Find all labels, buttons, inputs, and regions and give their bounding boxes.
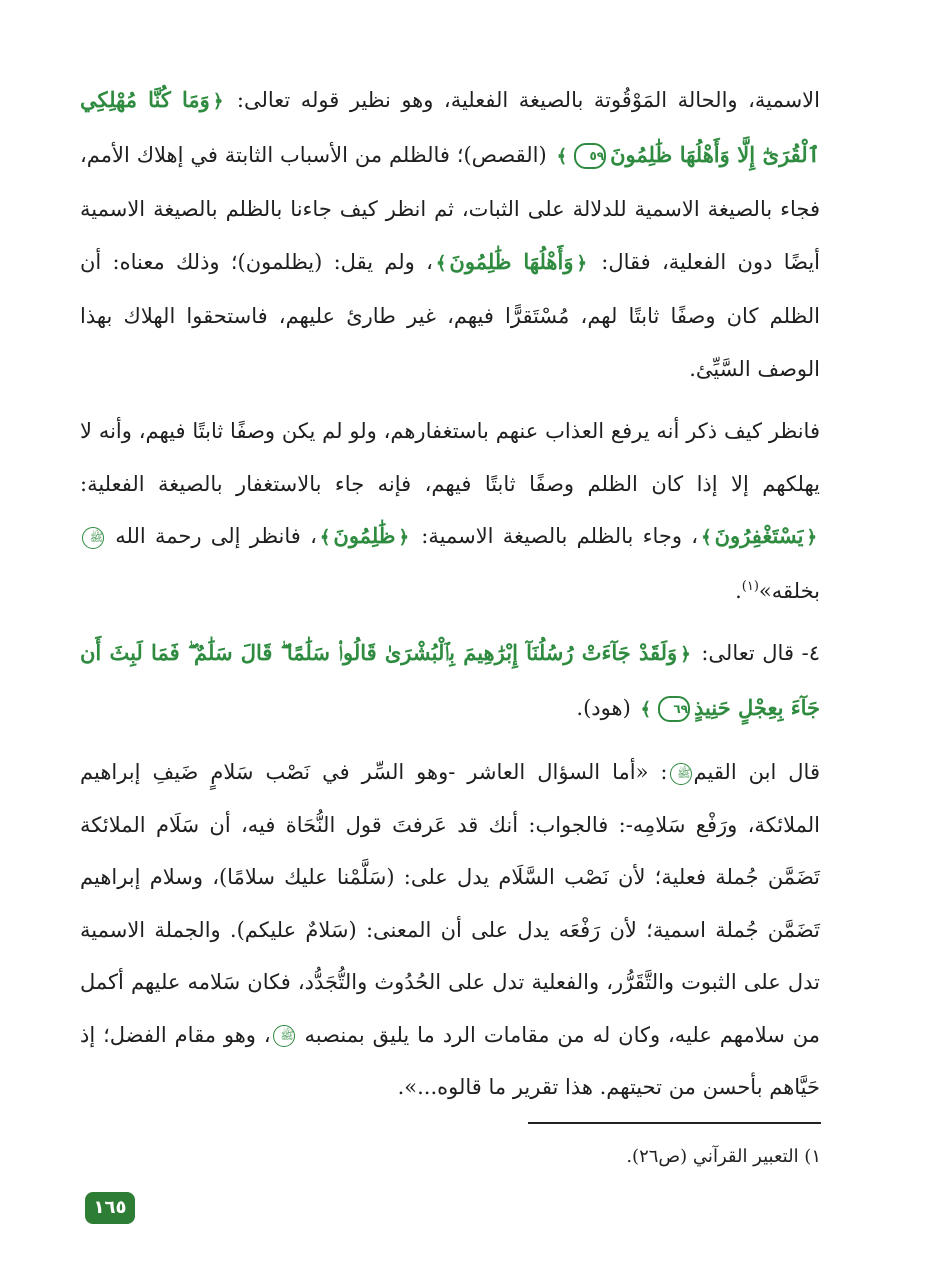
paragraph-1 (80, 74, 820, 395)
quran-bracket-close: ﴾ (319, 527, 331, 548)
text: قال تعالى: (701, 641, 794, 665)
quran-verse: وَلَقَدْ جَآءَتْ رُسُلُنَآ إِبْرَٰهِيمَ بِٱلْبُشْرَىٰ قَالُوا۟ سَلَٰمًا ۖ قَالَ سَلَٰمٌ ۖ فَمَا لَبِثَ أَن جَآءَ بِعِجْلٍ حَنِيذٍ (80, 640, 820, 720)
text: بخلقه» (758, 578, 820, 603)
salawat-icon: ﷺ (273, 1025, 295, 1047)
quran-bracket-open: ﴿ (576, 252, 588, 274)
quran-bracket-close: ﴾ (701, 527, 712, 548)
footnote-divider (528, 1122, 821, 1124)
ayah-number-marker: ٦٩ (658, 696, 690, 722)
quran-verse: يَسْتَغْفِرُونَ (714, 523, 804, 548)
quran-bracket-close: ﴾ (640, 698, 651, 720)
text: : «أما السؤال العاشر -وهو السِّر في نَصْب سَلامٍ ضَيفِ إبراهيم الملائكة، ورَفْع سَلامِه-: فالجواب: أنك قد عَرفتَ قول النُّحَاة فيه، أن سَلَام الملائكة تَضَمَّن جُملة فعلية؛ لأن نَصْب السَّلَام يدل على: (سَلَّمْنا عليك سلامًا)، وسلام إبراهيم تَضَمَّن جُملة اسمية؛ لأن رَفْعَه يدل على أن المعنى: (سَلامٌ عليكم). والجملة الاسمية تدل على الثبوت والتَّقَرُّر، والفعلية تدل على الحُدُوث والتُّجَدُّد، فكان سَلامه عليهم أكمل من سلامهم عليه، وكان له من مقامات الرد ما يليق بمنصبه (80, 760, 820, 1047)
page-number-badge: ١٦٥ (85, 1192, 135, 1224)
quran-verse: ظَٰلِمُونَ (333, 523, 396, 548)
paragraph-4 (80, 746, 820, 1114)
text: . (735, 578, 742, 603)
quran-bracket-close: ﴾ (556, 145, 568, 167)
quran-bracket-open: ﴿ (212, 91, 224, 112)
salawat-icon: ﷺ (82, 527, 104, 549)
quran-bracket-open: ﴿ (680, 644, 691, 665)
footnote-ref[interactable]: (١) (741, 578, 759, 594)
quran-bracket-close: ﴾ (435, 252, 447, 274)
text: ، فانظر إلى رحمة الله (115, 524, 317, 548)
rahimahullah-icon: ﷺ (670, 763, 692, 785)
text: (هود). (576, 695, 631, 720)
quran-verse: وَمَا كُنَّا مُهْلِكِي ٱلْقُرَىٰٓ إِلَّا وَأَهْلُهَا ظَٰلِمُونَ (80, 87, 820, 167)
footnote: ١) التعبير القرآني (ص٢٦). (626, 1146, 821, 1167)
quran-verse: وَأَهْلُهَا ظَٰلِمُونَ (449, 248, 574, 274)
paragraph-2 (80, 405, 820, 617)
page-body (80, 74, 820, 1114)
item-number: ٤- (801, 641, 820, 665)
text: ، وهو مقام الفضل؛ إذ حَيَّاهم بأحسن من تحيتهم. هذا تقرير ما قالوه...». (80, 1022, 820, 1099)
text: ، وجاء بالظلم بالصيغة الاسمية: (421, 524, 699, 548)
quran-bracket-open: ﴿ (806, 527, 817, 548)
text: قال ابن القيم (693, 760, 820, 784)
paragraph-3 (80, 627, 820, 736)
text: فانظر كيف ذكر أنه يرفع العذاب عنهم باستغفارهم، ولو لم يكن وصفًا ثابتًا فيهم، وأنه لا يهلكهم إلا إذا كان الظلم وصفًا ثابتًا فيهم، فإنه جاء بالاستغفار بالصيغة الفعلية: (80, 419, 820, 496)
ayah-number-marker: ٥٩ (574, 143, 606, 169)
quran-bracket-open: ﴿ (398, 527, 410, 548)
text: ، ولم يقل: (يظلمون)؛ وذلك معناه: أن الظلم كان وصفًا ثابتًا لهم، مُسْتَقرًّا فيهم، غير طارئ عليهم، فاستحقوا الهلاك بهذا الوصف السَّيِّئ. (80, 249, 820, 381)
text: (القصص)؛ فالظلم من الأسباب الثابتة في إهلاك الأمم، فجاء بالصيغة الاسمية للدلالة على الثبات، ثم انظر كيف جاءنا بالظلم بالصيغة الاسمية أيضًا دون الفعلية، فقال: (80, 142, 820, 274)
text: الاسمية، والحالة المَوْقُوتة بالصيغة الفعلية، وهو نظير قوله تعالى: (236, 88, 820, 112)
